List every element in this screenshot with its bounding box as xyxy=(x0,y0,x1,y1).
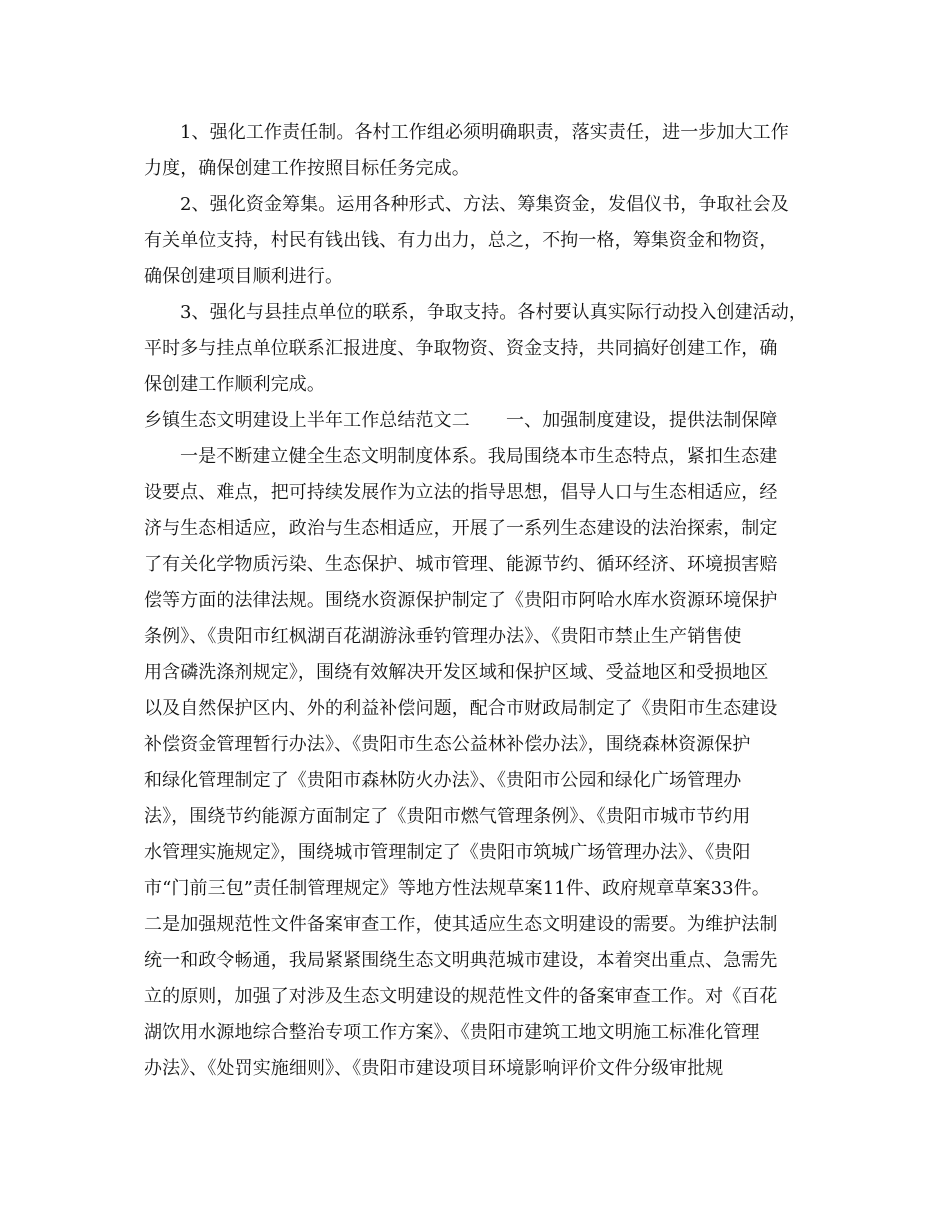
text-line: 确保创建项目顺利进行。 xyxy=(144,266,344,287)
text-line: 1、强化工作责任制。各村工作组必须明确职责，落实责任，进一步加大工作 xyxy=(180,122,789,143)
text-line: 用含磷洗涤剂规定》，围绕有效解决开发区域和保护区域、受益地区和受损地区 xyxy=(144,662,769,683)
text-line: 湖饮用水源地综合整治专项工作方案》、《贵阳市建筑工地文明施工标准化管理 xyxy=(144,1022,760,1043)
text-line: 保创建工作顺利完成。 xyxy=(144,374,325,395)
text-line: 2、强化资金筹集。运用各种形式、方法、筹集资金，发倡仪书，争取社会及 xyxy=(180,194,789,215)
text-line: 济与生态相适应，政治与生态相适应，开展了一系列生态建设的法治探索，制定 xyxy=(144,518,778,539)
text-line: 了有关化学物质污染、生态保护、城市管理、能源节约、循环经济、环境损害赔 xyxy=(144,554,778,575)
text-line: 设要点、难点，把可持续发展作为立法的指导思想，倡导人口与生态相适应，经 xyxy=(144,482,778,503)
text-line: 3、强化与县挂点单位的联系，争取支持。各村要认真实际行动投入创建活动， xyxy=(180,302,807,323)
text-line: 有关单位支持，村民有钱出钱、有力出力，总之，不拘一格，筹集资金和物资， xyxy=(144,230,778,251)
text-line: 平时多与挂点单位联系汇报进度、争取物资、资金支持，共同搞好创建工作，确 xyxy=(144,338,778,359)
text-line: 二是加强规范性文件备案审查工作，使其适应生态文明建设的需要。为维护法制 xyxy=(144,914,778,935)
text-line: 一是不断建立健全生态文明制度体系。我局围绕本市生态特点，紧扣生态建 xyxy=(180,446,778,467)
text-line: 立的原则，加强了对涉及生态文明建设的规范性文件的备案审查工作。对《百花 xyxy=(144,986,778,1007)
text-line: 补偿资金管理暂行办法》、《贵阳市生态公益林补偿办法》，围绕森林资源保护 xyxy=(144,734,751,755)
text-line: 偿等方面的法律法规。围绕水资源保护制定了《贵阳市阿哈水库水资源环境保护 xyxy=(144,590,778,611)
text-line: 条例》、《贵阳市红枫湖百花湖游泳垂钓管理办法》、《贵阳市禁止生产销售使 xyxy=(144,626,742,647)
text-line: 和绿化管理制定了《贵阳市森林防火办法》、《贵阳市公园和绿化广场管理办 xyxy=(144,770,742,791)
text-line: 以及自然保护区内、外的利益补偿问题，配合市财政局制定了《贵阳市生态建设 xyxy=(144,698,778,719)
section-heading: 乡镇生态文明建设上半年工作总结范文二 一、加强制度建设，提供法制保障 xyxy=(144,410,778,431)
text-line: 办法》、《处罚实施细则》、《贵阳市建设项目环境影响评价文件分级审批规 xyxy=(144,1058,724,1079)
text-line: 水管理实施规定》，围绕城市管理制定了《贵阳市筑城广场管理办法》、《贵阳 xyxy=(144,842,751,863)
text-line: 统一和政令畅通，我局紧紧围绕生态文明典范城市建设，本着突出重点、急需先 xyxy=(144,950,778,971)
text-line: 力度，确保创建工作按照目标任务完成。 xyxy=(144,158,470,179)
text-line: 市“门前三包”责任制管理规定》等地方性法规草案11件、政府规章草案33件。 xyxy=(144,878,770,899)
text-line: 法》，围绕节约能源方面制定了《贵阳市燃气管理条例》、《贵阳市城市节约用 xyxy=(144,806,751,827)
